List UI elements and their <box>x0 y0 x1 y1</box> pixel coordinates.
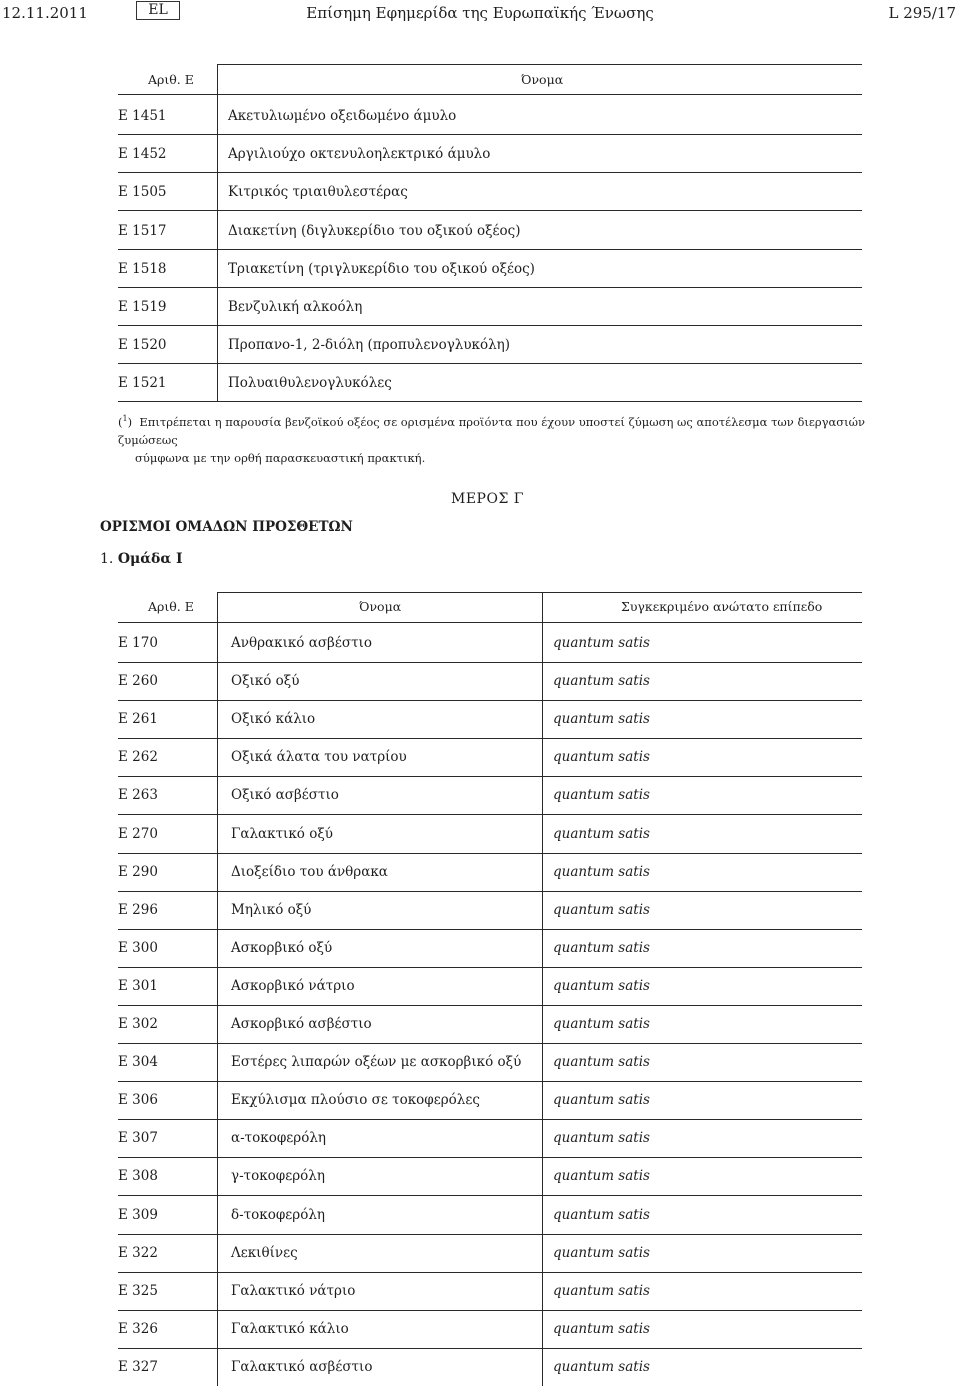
group-name: Ομάδα I <box>117 551 183 567</box>
table-2-row-number: E 262 <box>118 749 158 765</box>
table-1-header-name: Όνομα <box>521 72 564 87</box>
table-2-row-level: quantum satis <box>553 749 650 765</box>
table-2-row-number: E 306 <box>118 1092 158 1108</box>
table-1-row-number: E 1518 <box>118 261 167 277</box>
group-number: 1. <box>100 551 114 567</box>
table-1-row-rule <box>118 363 862 364</box>
table-2-row-level: quantum satis <box>553 1016 650 1032</box>
table-2-row-name: Εστέρες λιπαρών οξέων με ασκορβικό οξύ <box>231 1054 522 1070</box>
table-1-header-rule <box>118 94 862 95</box>
table-2-row-number: E 326 <box>118 1321 158 1337</box>
table-2-row-level: quantum satis <box>553 940 650 956</box>
page-number: L 295/17 <box>888 4 956 22</box>
table-2-row-name: Ασκορβικό νάτριο <box>231 978 355 994</box>
table-2-header-level: Συγκεκριμένο ανώτατο επίπεδο <box>621 599 823 614</box>
table-2-row-rule <box>118 814 862 815</box>
table-2-row-number: E 327 <box>118 1359 158 1375</box>
table-2-row-number: E 304 <box>118 1054 158 1070</box>
footnote-line-1: ($^1$) Επιτρέπεται η παρουσία βενζοϊκού οξέος σε ορισμένα προϊόντα που έχουν υποστεί ζύμωση ως αποτέλεσμα των διεργασιών ζυμώσεως <box>118 414 865 447</box>
table-2-row-rule <box>118 853 862 854</box>
table-2-row-name: γ-τοκοφερόλη <box>231 1168 325 1184</box>
table-2-row-name: Ανθρακικό ασβέστιο <box>231 635 372 651</box>
table-2-row-rule <box>118 967 862 968</box>
table-2-row-number: E 325 <box>118 1283 158 1299</box>
table-2-row-rule <box>118 1043 862 1044</box>
table-2-row-level: quantum satis <box>553 673 650 689</box>
table-2-row-number: E 270 <box>118 826 158 842</box>
table-2-row-rule <box>118 700 862 701</box>
table-2-header-number: Αριθ. Ε <box>148 599 194 614</box>
table-1-row-rule <box>118 287 862 288</box>
table-2-header-rule <box>118 622 862 623</box>
table-2-row-name: Εκχύλισμα πλούσιο σε τοκοφερόλες <box>231 1092 480 1108</box>
table-2-row-level: quantum satis <box>553 826 650 842</box>
table-2-top-rule <box>217 592 862 593</box>
table-2-row-number: E 260 <box>118 673 158 689</box>
table-2-row-name: α-τοκοφερόλη <box>231 1130 326 1146</box>
language-badge: EL <box>136 1 180 20</box>
table-2-row-name: Γαλακτικό νάτριο <box>231 1283 356 1299</box>
table-2-row-name: Γαλακτικό ασβέστιο <box>231 1359 373 1375</box>
table-1-row-rule <box>118 401 862 402</box>
footnote <box>118 410 878 467</box>
table-2-row-number: E 296 <box>118 902 158 918</box>
table-2-row-number: E 290 <box>118 864 158 880</box>
page-header <box>0 0 960 30</box>
table-2-row-number: E 307 <box>118 1130 158 1146</box>
table-2-row-name: Γαλακτικό οξύ <box>231 826 333 842</box>
table-1-row-number: E 1520 <box>118 337 167 353</box>
table-2-row-rule <box>118 1119 862 1120</box>
table-2-row-number: E 300 <box>118 940 158 956</box>
table-2-row-name: Γαλακτικό κάλιο <box>231 1321 349 1337</box>
table-2-row-name: Διοξείδιο του άνθρακα <box>231 864 388 880</box>
table-2-row-name: Οξικά άλατα του νατρίου <box>231 749 407 765</box>
table-2-row-number: E 308 <box>118 1168 158 1184</box>
table-2-row-number: E 263 <box>118 787 158 803</box>
table-2-row-name: Οξικό ασβέστιο <box>231 787 339 803</box>
table-2-row-number: E 301 <box>118 978 158 994</box>
table-2-row-rule <box>118 738 862 739</box>
group-heading <box>100 551 183 567</box>
table-2-row-level: quantum satis <box>553 1321 650 1337</box>
table-2-row-level: quantum satis <box>553 1359 650 1375</box>
table-2-row-rule <box>118 1348 862 1349</box>
table-2-column-divider-1 <box>217 592 218 1386</box>
table-2-row-number: E 170 <box>118 635 158 651</box>
journal-title: Επίσημη Εφημερίδα της Ευρωπαϊκής Ένωσης <box>306 4 654 22</box>
table-2-row-number: E 261 <box>118 711 158 727</box>
table-2-row-name: Μηλικό οξύ <box>231 902 312 918</box>
footnote-marker: 1 <box>122 414 128 423</box>
table-2-row-level: quantum satis <box>553 1092 650 1108</box>
table-1-row-number: E 1519 <box>118 299 167 315</box>
table-1-row-number: E 1505 <box>118 184 167 200</box>
table-2-row-name: Οξικό οξύ <box>231 673 300 689</box>
table-1-row-rule <box>118 172 862 173</box>
publication-date: 12.11.2011 <box>2 4 88 22</box>
table-2-row-number: E 309 <box>118 1207 158 1223</box>
table-2-row-rule <box>118 662 862 663</box>
table-1-row-name: Διακετίνη (διγλυκερίδιο του οξικού οξέος) <box>228 223 521 239</box>
table-2-row-rule <box>118 1157 862 1158</box>
table-2-row-name: Λεκιθίνες <box>231 1245 298 1261</box>
table-1-row-rule <box>118 325 862 326</box>
table-2-header-name: Όνομα <box>359 599 402 614</box>
table-2-row-name: Ασκορβικό οξύ <box>231 940 333 956</box>
part-title: ΜΕΡΟΣ Γ <box>451 491 525 507</box>
table-1-top-rule <box>217 64 862 65</box>
table-2-row-name: Ασκορβικό ασβέστιο <box>231 1016 372 1032</box>
table-2-row-level: quantum satis <box>553 1054 650 1070</box>
section-heading: ΟΡΙΣΜΟΙ ΟΜΑΔΩΝ ΠΡΟΣΘΕΤΩΝ <box>100 519 353 535</box>
table-2-row-rule <box>118 1310 862 1311</box>
table-1-row-number: E 1452 <box>118 146 167 162</box>
table-2-row-rule <box>118 1234 862 1235</box>
table-1-row-name: Ακετυλιωμένο οξειδωμένο άμυλο <box>228 108 457 124</box>
table-2-row-rule <box>118 1081 862 1082</box>
table-1-header-number: Αριθ. Ε <box>148 72 194 87</box>
table-2-row-rule <box>118 1195 862 1196</box>
table-2-row-level: quantum satis <box>553 1283 650 1299</box>
table-2-row-name: δ-τοκοφερόλη <box>231 1207 326 1223</box>
table-2-row-level: quantum satis <box>553 711 650 727</box>
table-1-row-name: Αργιλιούχο οκτενυλοηλεκτρικό άμυλο <box>228 146 491 162</box>
table-1-row-name: Πολυαιθυλενογλυκόλες <box>228 375 392 391</box>
table-2-row-level: quantum satis <box>553 864 650 880</box>
table-1-row-number: E 1517 <box>118 223 167 239</box>
table-1-row-name: Τριακετίνη (τριγλυκερίδιο του οξικού οξέος) <box>228 261 535 277</box>
table-1-row-rule <box>118 134 862 135</box>
footnote-line-2: σύμφωνα με την ορθή παρασκευαστική πρακτική. <box>135 450 426 465</box>
table-1-row-rule <box>118 210 862 211</box>
table-2-row-rule <box>118 929 862 930</box>
table-2-row-number: E 302 <box>118 1016 158 1032</box>
table-2-row-level: quantum satis <box>553 1245 650 1261</box>
table-2-row-level: quantum satis <box>553 1207 650 1223</box>
table-2-row-rule <box>118 1272 862 1273</box>
table-2-row-number: E 322 <box>118 1245 158 1261</box>
table-2-row-rule <box>118 1005 862 1006</box>
table-2-row-rule <box>118 776 862 777</box>
table-1-row-number: E 1521 <box>118 375 167 391</box>
table-1-row-number: E 1451 <box>118 108 167 124</box>
table-1-row-name: Βενζυλική αλκοόλη <box>228 299 363 315</box>
table-1-row-name: Προπανο-1, 2-διόλη (προπυλενογλυκόλη) <box>228 337 511 353</box>
table-2-row-level: quantum satis <box>553 635 650 651</box>
table-1-row-name: Κιτρικός τριαιθυλεστέρας <box>228 184 408 200</box>
table-2-row-level: quantum satis <box>553 1130 650 1146</box>
table-2-row-level: quantum satis <box>553 978 650 994</box>
table-1-column-divider <box>217 64 218 401</box>
table-2-row-rule <box>118 891 862 892</box>
table-2-row-name: Οξικό κάλιο <box>231 711 316 727</box>
table-2-row-level: quantum satis <box>553 787 650 803</box>
table-1-row-rule <box>118 249 862 250</box>
table-2-column-divider-2 <box>542 592 543 1386</box>
table-2-row-level: quantum satis <box>553 902 650 918</box>
table-2-row-level: quantum satis <box>553 1168 650 1184</box>
